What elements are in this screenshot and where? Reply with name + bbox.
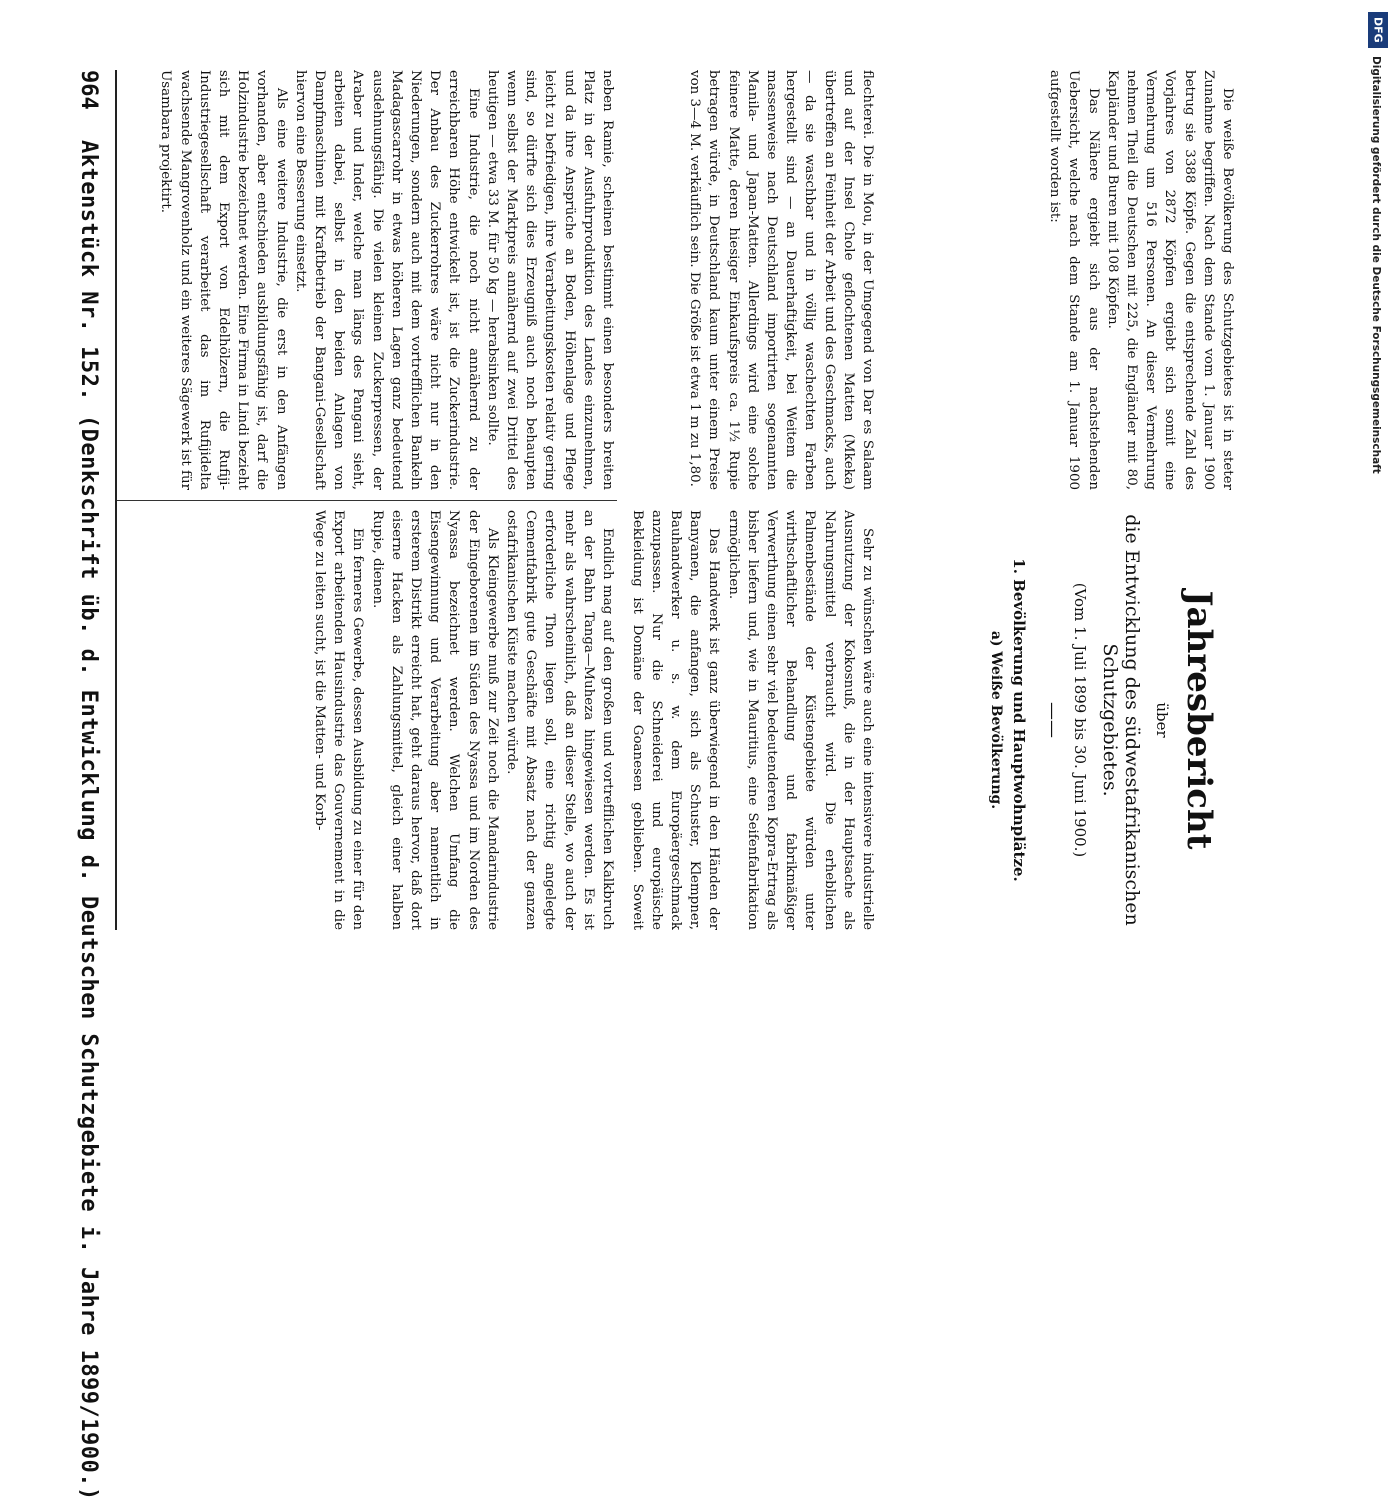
report-period: (Vom 1. Juli 1899 bis 30. Juni 1900.)	[1071, 582, 1089, 858]
paragraph: Endlich mag auf den großen und vortrefflichen Kalkbruch an der Bahn Tanga—Muheza hingewiesen werden. Es ist mehr als wahrscheinlich, daß an dieser Stelle, wo auch der erforderliche Thon liegen soll, eine richtig angelegte Cementfabrik gute Geschäfte mit Absatz nach der ganzen ostafrikanischen Küste machen würde.	[503, 510, 615, 930]
report-title-block	[877, 510, 1237, 930]
text-column-4	[627, 510, 877, 930]
paragraph: Das Nähere ergiebt sich aus der nachstehenden Uebersicht, welche nach dem Stande am 1. Januar 1900 aufgestellt worden ist:	[1047, 70, 1101, 490]
paragraph: Als eine weitere Industrie, die erst in den Anfängen vorhanden, aber entschieden ausbildungsfähig ist, darf die Holzindustrie bezeichnet werden. Eine Firma in Lindi bezieht sich mit dem Export von Edelhölzern, die Rufiji-Industriegesellschaft verarbeitet das im Rufijidelta wachsende Mangrovenholz und ein weiteres Sägewerk ist für Usambara projektirt.	[158, 70, 289, 490]
dfg-logo: DFG	[1368, 12, 1388, 48]
text-column-1	[122, 70, 617, 490]
report-dash: ——	[1042, 702, 1063, 738]
text-column-3	[627, 70, 877, 490]
paragraph: Ein ferneres Gewerbe, dessen Ausbildung zu einer für den Export arbeitenden Hausindustrie das Gouvernement in die Wege zu leiten sucht, ist die Matten- und Korb-	[311, 510, 366, 930]
report-subject: die Entwicklung des südwestafrikanischen Schutzgebietes.	[1099, 514, 1143, 926]
paragraph: Sehr zu wünschen wäre auch eine intensivere industrielle Ausnutzung der Kokosnuß, die in der Hauptsache als Nahrungsmittel verbraucht wird. Die erheblichen Palmenbestände der Küstengebiete würden unter wirthschaftlicher Behandlung und fabrikmäßiger Verwerthung einen sehr viel bedeutenderen Kopra-Ertrag als bisher liefern und, wie in Mauritius, eine Seifenfabrikation ermöglichen.	[725, 510, 875, 930]
credit-text: Digitalisierung gefördert durch die Deutsche Forschungsgemeinschaft	[1370, 56, 1382, 474]
report-heading: Jahresbericht	[1179, 590, 1219, 850]
paragraph: Die weiße Bevölkerung des Schutzgebietes ist in steter Zunahme begriffen. Nach dem Stande vom 1. Januar 1900 betrug sie 3388 Köpfe. Gegen die entsprechende Zahl des Vorjahres von 2872 Köpfen ergiebt sich somit eine Vermehrung um 516 Personen. An dieser Vermehrung nehmen Theil die Deutschen mit 225, die Engländer mit 80, Kapländer und Buren mit 108 Köpfen.	[1104, 70, 1235, 490]
page-header	[67, 70, 107, 1501]
running-title: Aktenstück Nr. 152. (Denkschrift üb. d. Entwicklung d. Deutschen Schutzgebiete i. Jahre 1899/1900.)	[76, 140, 101, 1501]
page-number: 964	[76, 70, 101, 110]
column-separator	[117, 500, 617, 501]
paragraph: neben Ramie, scheinen bestimmt einen besonders breiten Platz in der Ausfuhrproduktion des Landes einzunehmen, und da ihre Ansprüche an Boden, Höhenlage und Pflege leicht zu befriedigen, ihre Verarbeitungskosten relativ gering sind, so dürfte sich dies Erzeugniß auch noch behaupten wenn selbst der Marktpreis annähernd auf zwei Drittel des heutigen — etwa 33 M. für 50 kg — herabsinken sollte.	[484, 70, 615, 490]
subsection-heading: a) Weiße Bevölkerung.	[988, 630, 1004, 810]
paragraph: Eine Industrie, die noch nicht annähernd zu der erreichbaren Höhe entwickelt ist, ist die Zuckerindustrie. Der Anbau des Zuckerrohres wäre nicht nur in den Niederungen, sondern auch mit dem vortrefflichen Bankeln Madagascarrohr in etwas höheren Lagen ganz bedeutend ausdehnungsfähig. Die vielen kleinen Zuckerpressen, der Araber und Inder, welche man längs des Pangani sieht, arbeiten dabei, selbst in den beiden Anlagen von Dampfmaschinen mit Kraftbetrieb der Bangani-Gesellschaft hiervon eine Besserung einsetzt.	[292, 70, 481, 490]
paragraph: Das Handwerk ist ganz überwiegend in den Händen der Banyanen, die anfangen, sich als Schuster, Klempner, Bauhandwerker u. s. w. dem Europäergeschmack anzupassen. Nur die Schneiderei und europäische Bekleidung ist Domäne der Goanesen geblieben. Soweit	[629, 510, 722, 930]
text-column-2	[122, 510, 617, 930]
paragraph: Als Kleingewerbe muß zur Zeit noch die Mandarindustrie der Eingeborenen im Süden des Nyassa und im Norden des Nyassa bezeichnet werden. Welchen Umfang die Eisengewinnung und Verarbeitung aber namentlich in ersterem Distrikt erreicht hat, geht daraus hervor, daß dort eiserne Hacken als Zahlungsmittel, gleich einer halben Rupie, dienen.	[369, 510, 500, 930]
text-column-5	[877, 70, 1237, 490]
section-heading: 1. Bevölkerung und Hauptwohnplätze.	[1010, 558, 1028, 882]
paragraph: flechterei. Die in Mou, in der Umgegend von Dar es Salaam und auf der Insel Chole geflochtenen Matten (Mkeka) übertreffen an Feinheit der Arbeit und des Geschmacks, auch — da sie waschbar und in völlig waschechten Farben hergestellt sind — an Dauerhaftigkeit, bei Weitem die massenweise nach Deutschland importirten sogenannten Manila- und Japan-Matten. Allerdings wird eine solche feinere Matte, deren hiesiger Einkaufspreis ca. 1½ Rupie betragen würde, in Deutschland kaum unter einem Preise von 3—4 M. verkäuflich sein. Die Größe ist etwa 1 m zu 1,80.	[687, 70, 875, 490]
digitization-credit	[1364, 6, 1392, 994]
report-ueber: über	[1153, 702, 1171, 738]
